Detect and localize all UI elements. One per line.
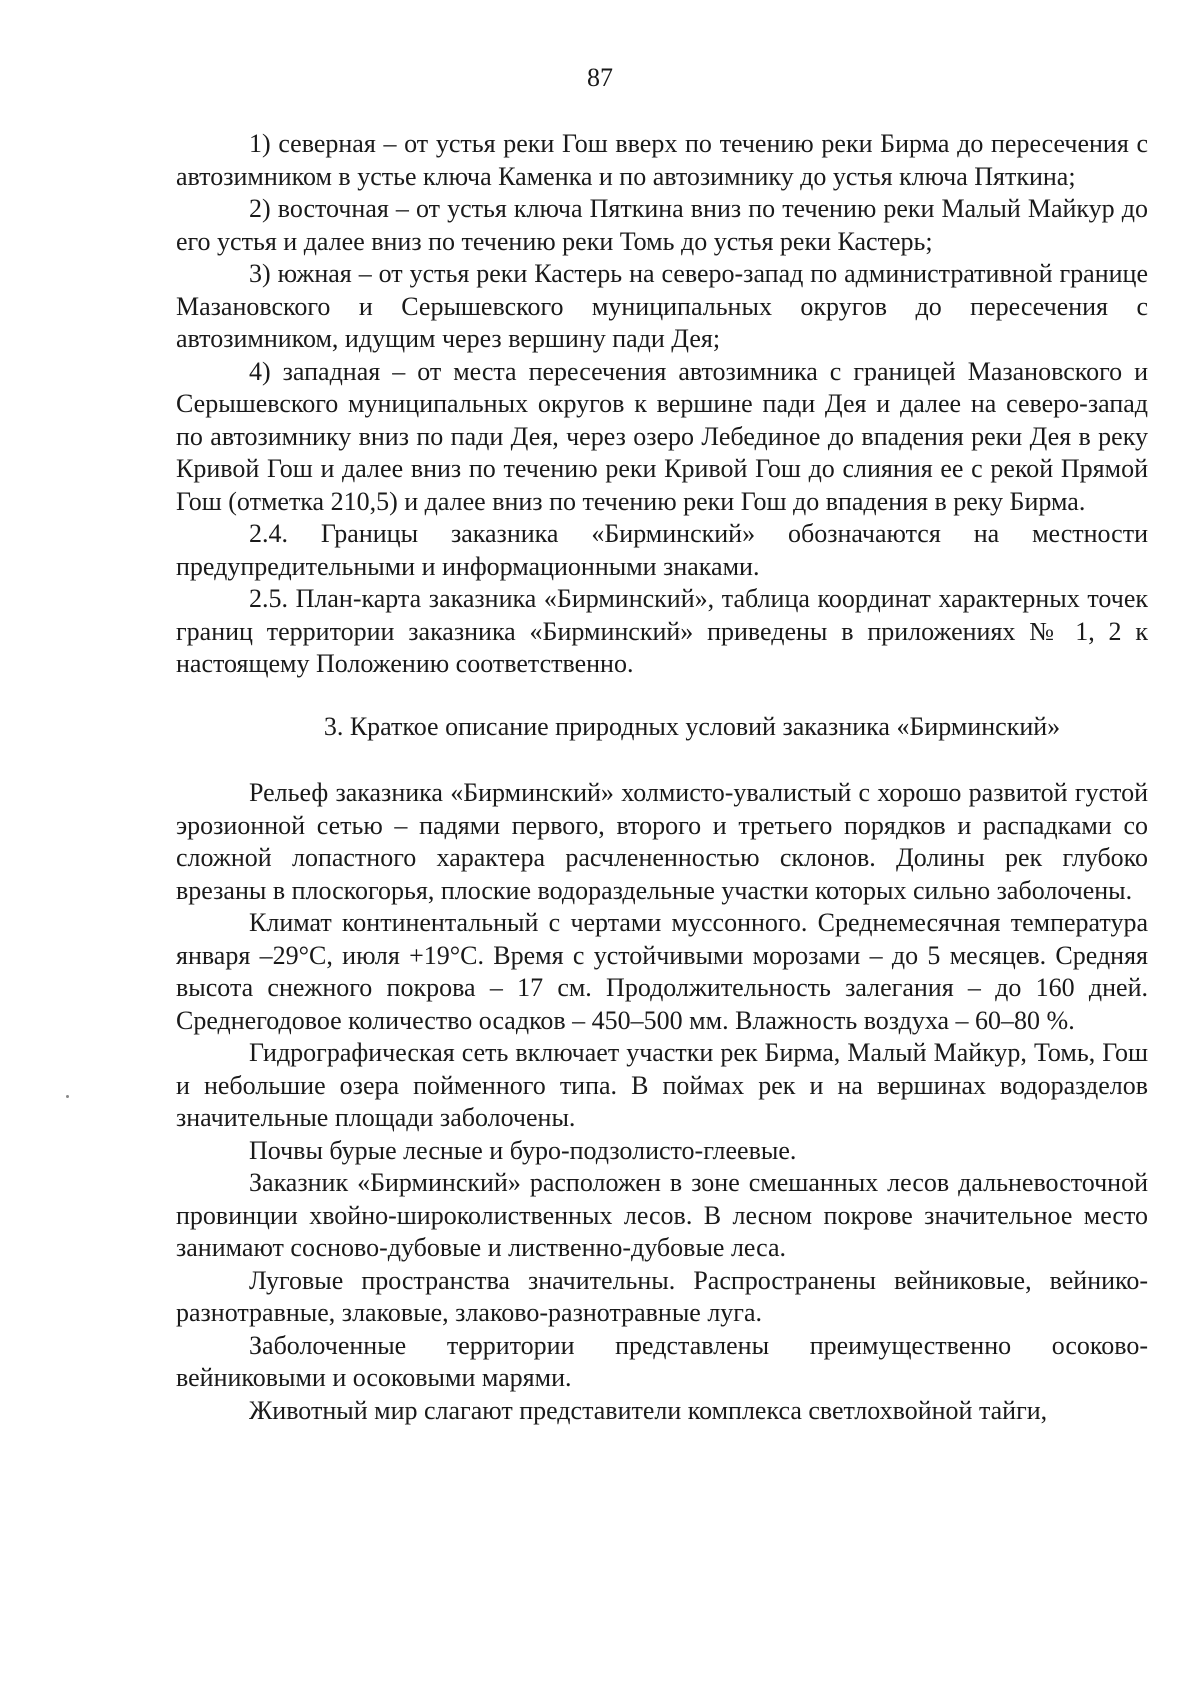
section-heading: 3. Краткое описание природных условий заказника «Бирминский»	[323, 711, 1061, 741]
boundary-south: 3) южная – от устья реки Кастерь на северо-запад по административной границе Мазановского и Серышевского муниципальных округов до пересечения с автозимником, идущим через вершину пади Дея;	[176, 259, 1148, 353]
paragraph-forests: Заказник «Бирминский» расположен в зоне смешанных лесов дальневосточной провинции хвойно-широколиственных лесов. В лесном покрове значительное место занимают сосново-дубовые и лиственно-дубовые леса.	[176, 1168, 1148, 1262]
paragraph-fauna: Животный мир слагают представители комплекса светлохвойной тайги,	[249, 1395, 1048, 1425]
paragraph-soils: Почвы бурые лесные и буро-подзолисто-глеевые.	[249, 1135, 797, 1165]
clause-2-4: 2.4. Границы заказника «Бирминский» обозначаются на местности предупредительными и информационными знаками.	[176, 519, 1148, 581]
paragraph-relief: Рельеф заказника «Бирминский» холмисто-увалистый с хорошо развитой густой эрозионной сетью – падями первого, второго и третьего порядков и распадками со сложной лопастного характера расчлененностью склонов. Долины рек глубоко врезаны в плоскогорья, плоские водораздельные участки которых сильно заболочены.	[176, 778, 1148, 905]
margin-speck	[66, 1095, 69, 1098]
page-number: 87	[587, 63, 613, 92]
paragraph-meadows: Луговые пространства значительны. Распространены вейниковые, вейнико-разнотравные, злаковые, злаково-разнотравные луга.	[176, 1265, 1148, 1327]
paragraph-climate: Климат континентальный с чертами муссонного. Среднемесячная температура января –29°С, июля +19°С. Время с устойчивыми морозами – до 5 месяцев. Средняя высота снежного покрова – 17 см. Продолжительность залегания – до 160 дней. Среднегодовое количество осадков – 450–500 мм. Влажность воздуха – 60–80 %.	[176, 908, 1148, 1035]
boundary-east: 2) восточная – от устья ключа Пяткина вниз по течению реки Малый Майкур до его устья и далее вниз по течению реки Томь до устья реки Кастерь;	[176, 194, 1148, 256]
spacer	[176, 681, 1148, 711]
clause-2-5: 2.5. План-карта заказника «Бирминский», таблица координат характерных точек границ территории заказника «Бирминский» приведены в приложениях № 1, 2 к настоящему Положению соответственно.	[176, 584, 1148, 678]
paragraph-hydrography: Гидрографическая сеть включает участки рек Бирма, Малый Майкур, Томь, Гош и небольшие озера пойменного типа. В поймах рек и на вершинах водоразделов значительные площади заболочены.	[176, 1038, 1148, 1132]
boundary-north: 1) северная – от устья реки Гош вверх по течению реки Бирма до пересечения с автозимником в устье ключа Каменка и по автозимнику до устья ключа Пяткина;	[176, 129, 1148, 191]
page-content	[176, 128, 1148, 1427]
boundary-west: 4) западная – от места пересечения автозимника с границей Мазановского и Серышевского муниципальных округов к вершине пади Дея и далее на северо-запад по автозимнику вниз по пади Дея, через озеро Лебединое до впадения реки Дея в реку Кривой Гош и далее вниз по течению реки Кривой Гош до слияния ее с рекой Прямой Гош (отметка 210,5) и далее вниз по течению реки Гош до впадения в реку Бирма.	[176, 356, 1148, 516]
paragraph-wetlands: Заболоченные территории представлены преимущественно осоково-вейниковыми и осоковыми марями.	[176, 1330, 1148, 1392]
spacer	[176, 743, 1148, 777]
